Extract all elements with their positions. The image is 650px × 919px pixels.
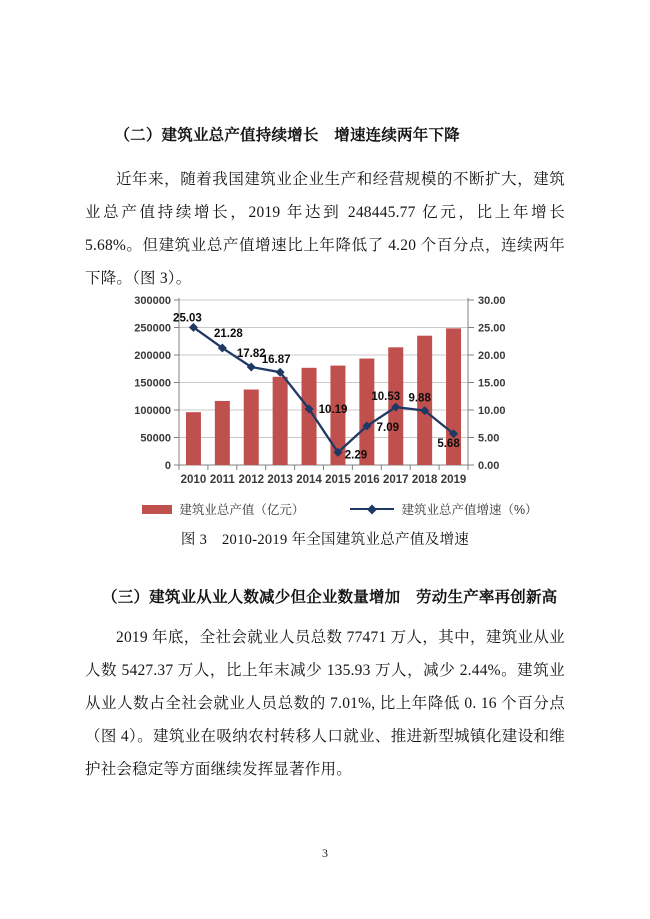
svg-text:20.00: 20.00 bbox=[478, 350, 506, 362]
svg-text:2.29: 2.29 bbox=[344, 449, 368, 462]
svg-text:16.87: 16.87 bbox=[261, 354, 291, 367]
x-axis-labels bbox=[181, 474, 467, 486]
svg-text:10.19: 10.19 bbox=[318, 403, 348, 416]
svg-text:25.03: 25.03 bbox=[173, 312, 202, 325]
legend-line-swatch-icon bbox=[350, 508, 394, 510]
svg-text:15.00: 15.00 bbox=[478, 377, 506, 390]
legend-bar-swatch-icon bbox=[142, 505, 172, 514]
svg-text:2018: 2018 bbox=[411, 474, 438, 486]
svg-text:10.00: 10.00 bbox=[478, 405, 506, 417]
bar-2010 bbox=[186, 412, 201, 465]
svg-text:2015: 2015 bbox=[325, 474, 351, 486]
svg-text:2019: 2019 bbox=[440, 474, 467, 486]
svg-text:150000: 150000 bbox=[134, 377, 171, 390]
svg-text:50000: 50000 bbox=[140, 432, 171, 445]
svg-text:100000: 100000 bbox=[134, 405, 171, 417]
svg-text:2013: 2013 bbox=[267, 474, 293, 486]
bar-2011 bbox=[215, 401, 230, 465]
svg-text:250000: 250000 bbox=[134, 322, 171, 335]
svg-text:0: 0 bbox=[164, 460, 171, 472]
svg-text:0.00: 0.00 bbox=[478, 460, 500, 472]
bar-2013 bbox=[273, 377, 288, 465]
svg-text:9.88: 9.88 bbox=[408, 392, 431, 405]
chart-legend bbox=[130, 500, 550, 518]
figure-3-caption: 图 3 2010-2019 年全国建筑业总产值及增速 bbox=[180, 532, 470, 548]
section-3-heading: （三）建筑业从业人数减少但企业数量增加 劳动生产率再创新高 bbox=[102, 589, 558, 606]
legend-diamond-icon bbox=[367, 504, 377, 514]
svg-text:2014: 2014 bbox=[296, 474, 322, 486]
svg-text:2016: 2016 bbox=[354, 474, 380, 486]
svg-text:25.00: 25.00 bbox=[478, 322, 506, 335]
combo-chart-svg bbox=[130, 295, 550, 491]
svg-text:5.68: 5.68 bbox=[437, 437, 460, 450]
section-2-paragraph: 近年来，随着我国建筑业企业生产和经营规模的不断扩大，建筑业总产值持续增长，2019 年达到 248445.77 亿元，比上年增长 5.68%。但建筑业总产值增速比上年降低了 4.20 个百分点，连续两年下降。（图 3）。 bbox=[85, 171, 565, 287]
legend-item-growth-rate bbox=[350, 500, 537, 518]
svg-text:300000: 300000 bbox=[134, 295, 171, 307]
bar-2012 bbox=[244, 390, 259, 465]
svg-text:200000: 200000 bbox=[134, 350, 171, 362]
svg-text:10.53: 10.53 bbox=[371, 391, 401, 404]
legend-item-output-value bbox=[142, 500, 304, 518]
chart-canvas bbox=[130, 295, 550, 496]
svg-text:2011: 2011 bbox=[209, 474, 235, 486]
svg-text:2012: 2012 bbox=[238, 474, 265, 486]
legend-line-label: 建筑业总产值增速（%） bbox=[401, 503, 538, 517]
combo-chart bbox=[130, 295, 550, 518]
section-2-heading: （二）建筑业总产值持续增长 增速连续两年下降 bbox=[114, 127, 460, 144]
svg-text:21.28: 21.28 bbox=[213, 327, 243, 340]
figure-3 bbox=[85, 295, 565, 549]
svg-text:5.00: 5.00 bbox=[478, 432, 500, 445]
svg-text:17.82: 17.82 bbox=[236, 347, 266, 360]
svg-text:2010: 2010 bbox=[180, 474, 207, 486]
svg-text:30.00: 30.00 bbox=[478, 295, 506, 307]
page-number: 3 bbox=[322, 846, 328, 860]
svg-text:2017: 2017 bbox=[382, 474, 409, 486]
section-3-paragraph: 2019 年底，全社会就业人员总数 77471 万人，其中，建筑业从业人数 5427.37 万人，比上年末减少 135.93 万人，减少 2.44%。建筑业从业人数占全社会就业人员总数的 7.01%, 比上年降低 0. 16 个百分点（图 4）。建筑业在吸纳农村转移人口就业、推进新型城镇化建设和维护社会稳定等方面继续发挥显著作用。 bbox=[85, 629, 565, 778]
legend-bar-label: 建筑业总产值（亿元） bbox=[179, 503, 305, 517]
svg-text:7.09: 7.09 bbox=[376, 422, 400, 435]
